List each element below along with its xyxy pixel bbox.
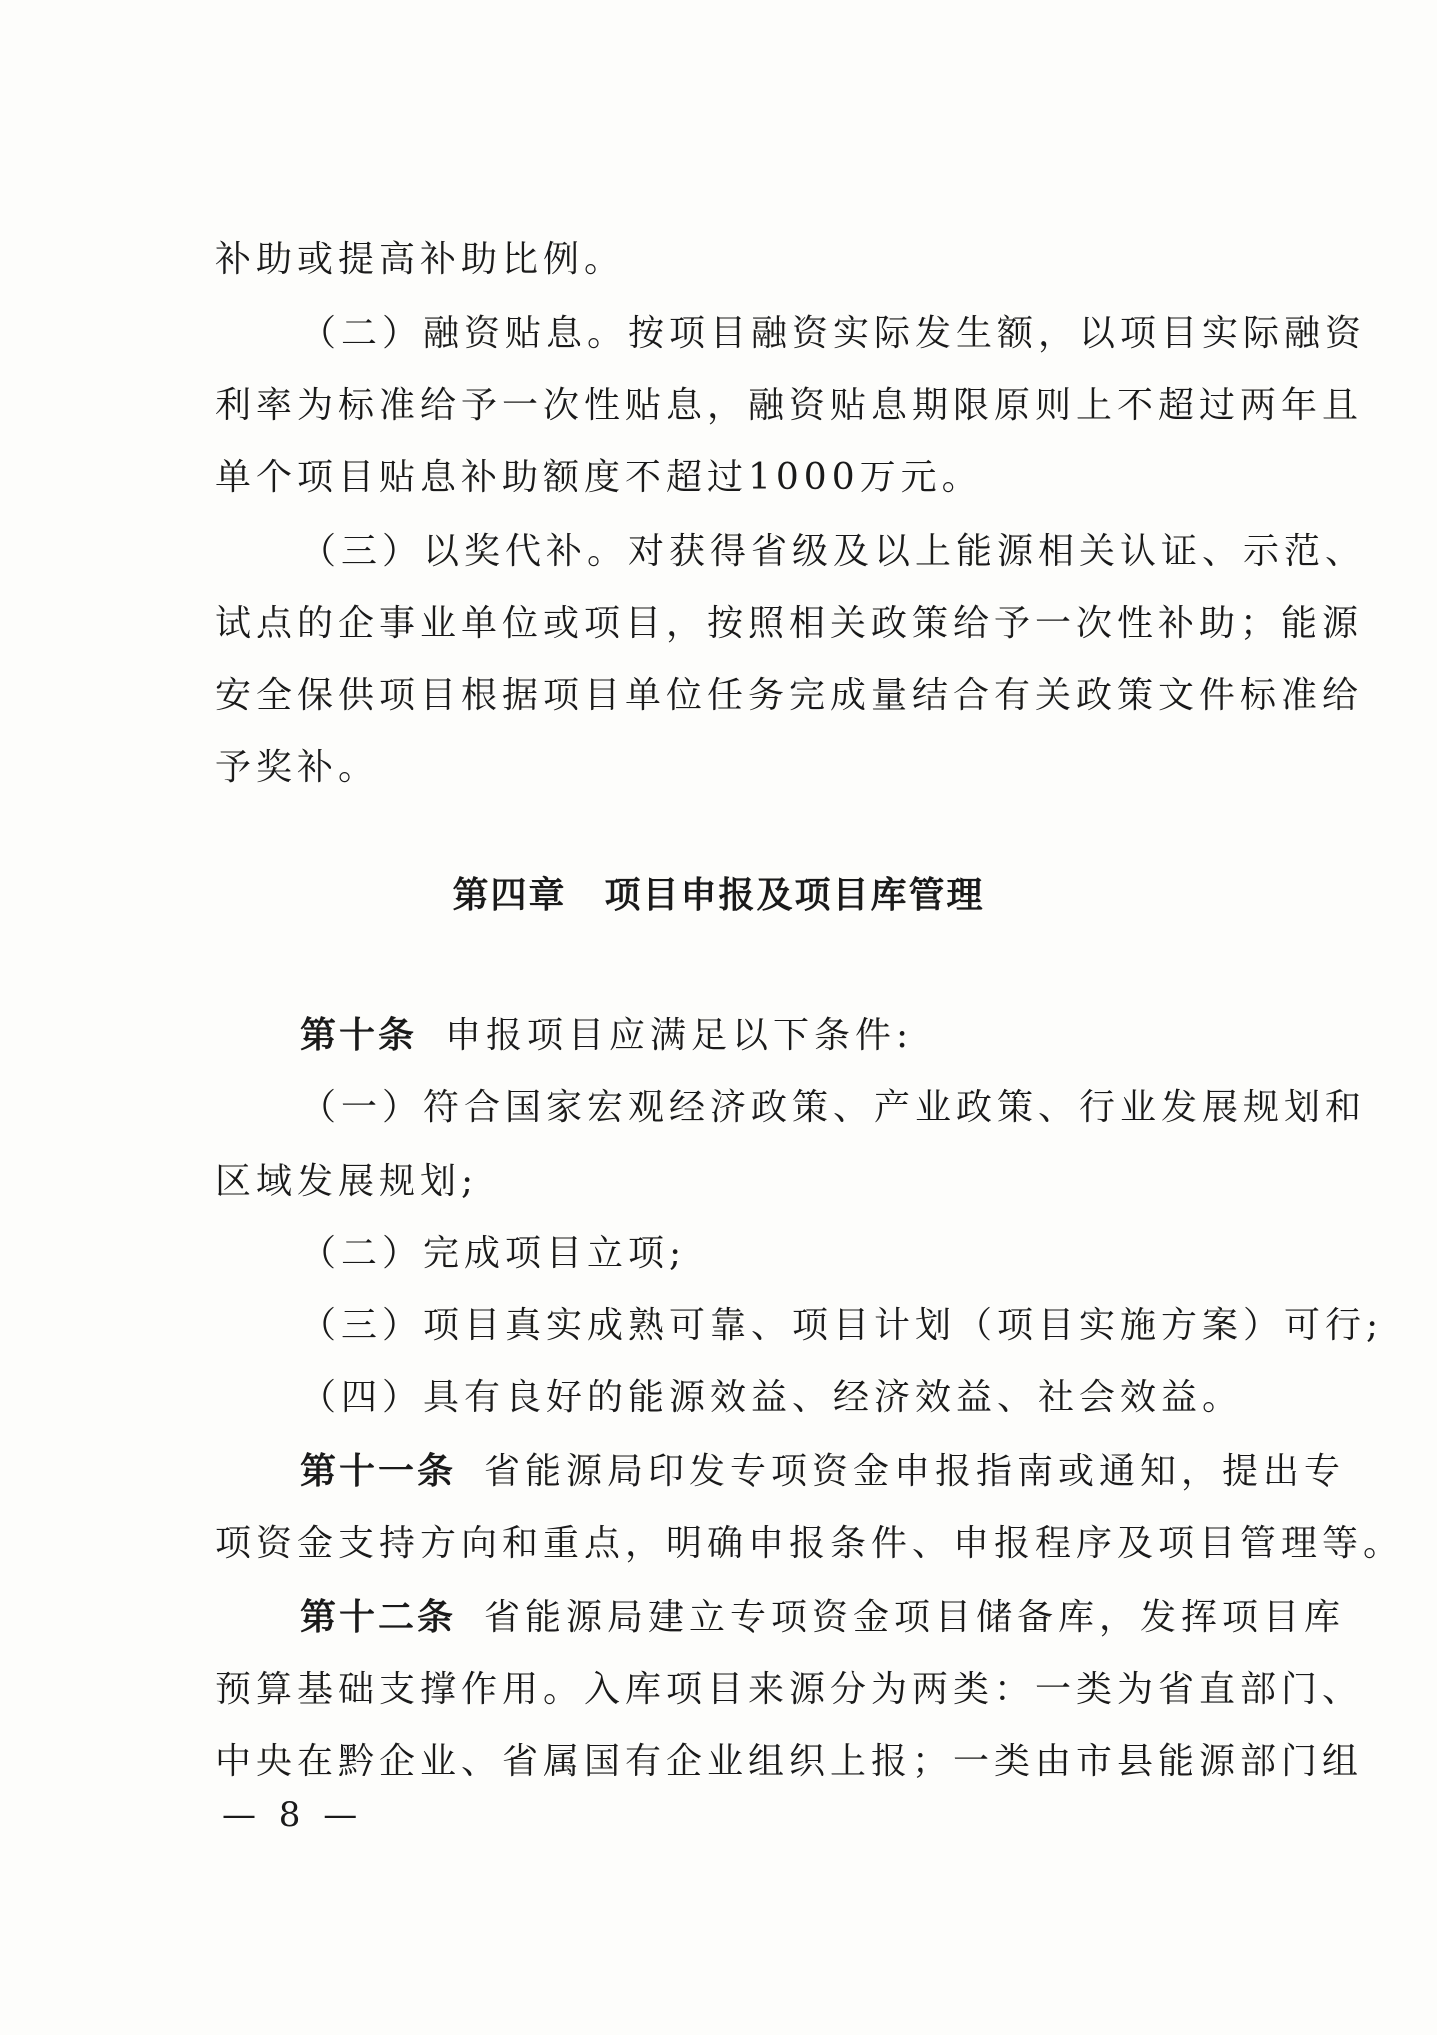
text-line: 单个项目贴息补助额度不超过1000万元。 xyxy=(215,457,983,498)
chapter-heading: 第四章 项目申报及项目库管理 xyxy=(452,875,985,916)
article-text: 省能源局印发专项资金申报指南或通知，提出专 xyxy=(484,1451,1346,1492)
text-line: 中央在黔企业、省属国有企业组织上报；一类由市县能源部门组 xyxy=(215,1741,1364,1782)
text-line: （一）符合国家宏观经济政策、产业政策、行业发展规划和 xyxy=(300,1087,1367,1128)
text-line: （二）融资贴息。按项目融资实际发生额，以项目实际融资 xyxy=(300,313,1367,354)
text-line: （四）具有良好的能源效益、经济效益、社会效益。 xyxy=(300,1377,1244,1418)
text-line: （二）完成项目立项; xyxy=(300,1233,687,1274)
text-line: 区域发展规划; xyxy=(215,1161,479,1202)
text-line: 安全保供项目根据项目单位任务完成量结合有关政策文件标准给 xyxy=(215,675,1364,716)
article-line xyxy=(300,1014,1360,1058)
article-line xyxy=(300,1596,1360,1640)
page-number: — 8 — xyxy=(222,1795,364,1835)
text-line: 补助或提高补助比例。 xyxy=(215,239,626,280)
article-label: 第十一条 xyxy=(300,1451,457,1492)
text-line: 试点的企事业单位或项目，按照相关政策给予一次性补助；能源 xyxy=(215,603,1364,644)
article-line xyxy=(300,1450,1360,1494)
text-line: （三）以奖代补。对获得省级及以上能源相关认证、示范、 xyxy=(300,531,1367,572)
article-text: 省能源局建立专项资金项目储备库，发挥项目库 xyxy=(484,1597,1346,1638)
article-text: 申报项目应满足以下条件: xyxy=(445,1015,914,1056)
article-label: 第十二条 xyxy=(300,1597,457,1638)
text-line: 予奖补。 xyxy=(215,747,380,788)
text-line: 项资金支持方向和重点，明确申报条件、申报程序及项目管理等。 xyxy=(215,1523,1405,1564)
text-line: （三）项目真实成熟可靠、项目计划（项目实施方案）可行; xyxy=(300,1305,1384,1346)
text-line: 利率为标准给予一次性贴息，融资贴息期限原则上不超过两年且 xyxy=(215,385,1364,426)
text-line: 预算基础支撑作用。入库项目来源分为两类：一类为省直部门、 xyxy=(215,1669,1364,1710)
article-label: 第十条 xyxy=(300,1015,418,1056)
